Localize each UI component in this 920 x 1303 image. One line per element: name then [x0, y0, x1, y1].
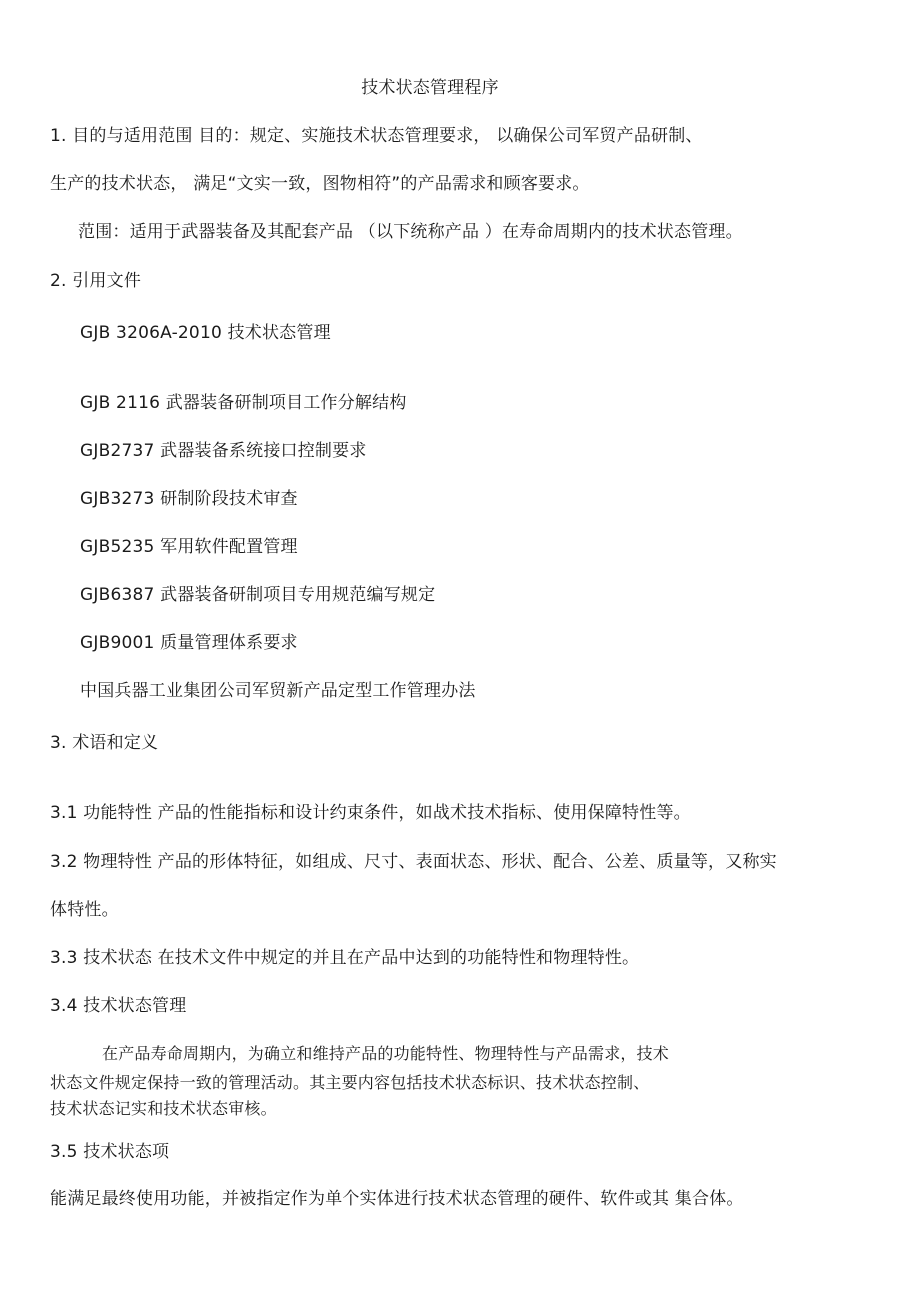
- reference-item: GJB5235 军用软件配置管理: [80, 537, 298, 557]
- definition-3-4-line-1: 在产品寿命周期内，为确立和维持产品的功能特性、物理特性与产品需求，技术: [102, 1044, 670, 1063]
- document-title: 技术状态管理程序: [361, 78, 499, 98]
- definition-3-4-line-3: 技术状态记实和技术状态审核。: [50, 1099, 277, 1118]
- reference-item: 中国兵器工业集团公司军贸新产品定型工作管理办法: [80, 681, 476, 701]
- section-1-purpose-line-2: 生产的技术状态， 满足“文实一致，图物相符”的产品需求和顾客要求。: [50, 174, 590, 194]
- definition-3-4-heading: 3.4 技术状态管理: [50, 996, 187, 1016]
- definition-3-5-body: 能满足最终使用功能，并被指定作为单个实体进行技术状态管理的硬件、软件或其 集合体。: [50, 1189, 744, 1209]
- reference-item: GJB 3206A-2010 技术状态管理: [80, 323, 331, 343]
- definition-3-4-line-2: 状态文件规定保持一致的管理活动。其主要内容包括技术状态标识、技术状态控制、: [50, 1073, 650, 1092]
- reference-item: GJB3273 研制阶段技术审查: [80, 489, 298, 509]
- definition-3-1: 3.1 功能特性 产品的性能指标和设计约束条件，如战术技术指标、使用保障特性等。: [50, 803, 691, 823]
- section-1-purpose-line-1: 1. 目的与适用范围 目的：规定、实施技术状态管理要求， 以确保公司军贸产品研制、: [50, 126, 703, 146]
- reference-item: GJB6387 武器装备研制项目专用规范编写规定: [80, 585, 436, 605]
- reference-item: GJB2737 武器装备系统接口控制要求: [80, 441, 367, 461]
- definition-3-2-line-2: 体特性。: [50, 900, 119, 920]
- section-2-heading: 2. 引用文件: [50, 271, 142, 291]
- reference-item: GJB9001 质量管理体系要求: [80, 633, 298, 653]
- reference-item: GJB 2116 武器装备研制项目工作分解结构: [80, 393, 407, 413]
- section-1-scope: 范围：适用于武器装备及其配套产品 （以下统称产品 ）在寿命周期内的技术状态管理。: [78, 222, 743, 242]
- definition-3-5-heading: 3.5 技术状态项: [50, 1142, 170, 1162]
- definition-3-3: 3.3 技术状态 在技术文件中规定的并且在产品中达到的功能特性和物理特性。: [50, 948, 640, 968]
- definition-3-2-line-1: 3.2 物理特性 产品的形体特征，如组成、尺寸、表面状态、形状、配合、公差、质量等，又称实: [50, 852, 777, 872]
- section-3-heading: 3. 术语和定义: [50, 733, 159, 753]
